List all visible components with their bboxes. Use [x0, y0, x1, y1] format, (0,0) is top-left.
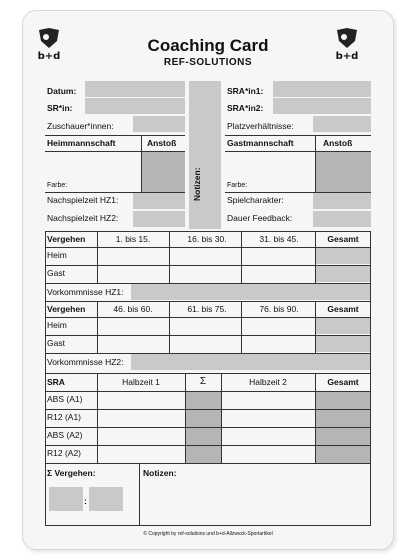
vergehen1-gast-gesamt[interactable]	[315, 266, 371, 282]
shield-logo-icon	[35, 27, 63, 49]
vergehen1-col1: 1. bis 15.	[115, 234, 151, 244]
notizen-bottom-label: Notizen:	[143, 468, 177, 478]
sum-vergehen-label: Σ Vergehen:	[47, 468, 96, 478]
vergehen2-row-heim: Heim	[47, 320, 67, 330]
sum-vergehen-gast-field[interactable]	[89, 487, 123, 511]
sr-label: SR*in:	[47, 103, 73, 113]
heim-label: Heimmannschaft	[47, 138, 116, 148]
anstoss-heim-label: Anstoß	[147, 138, 177, 148]
farbe-heim-label: Farbe:	[47, 182, 68, 189]
zuschauer-field[interactable]	[133, 116, 185, 132]
vergehen1-header: Vergehen	[47, 234, 86, 244]
sra-row-r12-a2: R12 (A2)	[47, 448, 82, 458]
vergehen1-heim-gesamt[interactable]	[315, 248, 371, 264]
coaching-card	[22, 10, 394, 550]
sra-halbzeit2: Halbzeit 2	[249, 377, 287, 387]
vorkommnisse2-field[interactable]	[131, 354, 371, 370]
sr-field[interactable]	[85, 98, 185, 114]
platz-field[interactable]	[313, 116, 371, 132]
vorkommnisse1-field[interactable]	[131, 284, 371, 300]
sum-vergehen-colon: :	[84, 496, 87, 506]
logo-text-left: b+d	[37, 51, 61, 62]
card-title: Coaching Card	[147, 36, 269, 55]
vergehen1-col2: 16. bis 30.	[187, 234, 227, 244]
anstoss-gast-field[interactable]	[315, 152, 371, 192]
bd-logo-left	[35, 27, 63, 63]
notizen-bottom-field[interactable]	[141, 481, 369, 523]
platz-label: Platzverhältnisse:	[227, 121, 294, 131]
vorkommnisse1-label: Vorkommnisse HZ1:	[47, 287, 124, 297]
sum-vergehen-heim-field[interactable]	[49, 487, 83, 511]
farbe-gast-label: Farbe:	[227, 182, 248, 189]
copyright-footer: © Copyright by ref-solutions und b+d-Allzweck-Sportartikel	[143, 531, 273, 537]
nachspiel2-field[interactable]	[133, 211, 185, 227]
nachspiel1-field[interactable]	[133, 193, 185, 209]
vergehen1-row-gast: Gast	[47, 268, 65, 278]
anstoss-gast-label: Anstoß	[323, 138, 353, 148]
nachspiel2-label: Nachspielzeit HZ2:	[47, 213, 119, 223]
vergehen1-row-heim: Heim	[47, 250, 67, 260]
datum-field[interactable]	[85, 81, 185, 97]
vergehen2-gast-gesamt[interactable]	[315, 336, 371, 352]
sra1-field[interactable]	[273, 81, 371, 97]
dauer-field[interactable]	[313, 211, 371, 227]
sra-header: SRA	[47, 377, 65, 387]
gast-label: Gastmannschaft	[227, 138, 294, 148]
logo-text-right: b+d	[335, 51, 359, 62]
shield-logo-icon	[333, 27, 361, 49]
nachspiel1-label: Nachspielzeit HZ1:	[47, 195, 119, 205]
vergehen2-heim-gesamt[interactable]	[315, 318, 371, 334]
spielcharakter-field[interactable]	[313, 193, 371, 209]
sra-sigma: Σ	[199, 376, 207, 387]
notizen-vertical-label: Notizen:	[192, 167, 202, 201]
vergehen1-gesamt: Gesamt	[327, 234, 359, 244]
vergehen2-col2: 61. bis 75.	[187, 304, 227, 314]
datum-label: Datum:	[47, 86, 77, 96]
card-subtitle: REF-SOLUTIONS	[163, 57, 253, 68]
vergehen2-header: Vergehen	[47, 304, 86, 314]
anstoss-heim-field[interactable]	[141, 152, 185, 192]
zuschauer-label: Zuschauer*innen:	[47, 121, 114, 131]
dauer-label: Dauer Feedback:	[227, 213, 293, 223]
spielcharakter-label: Spielcharakter:	[227, 195, 284, 205]
sra-halbzeit1: Halbzeit 1	[122, 377, 160, 387]
vorkommnisse2-label: Vorkommnisse HZ2:	[47, 357, 124, 367]
vergehen2-gesamt: Gesamt	[327, 304, 359, 314]
sra1-label: SRA*in1:	[227, 86, 264, 96]
vergehen2-col1: 46. bis 60.	[113, 304, 153, 314]
sra-row-abs-a2: ABS (A2)	[47, 430, 83, 440]
sra2-field[interactable]	[273, 98, 371, 114]
notizen-column[interactable]	[189, 81, 221, 229]
sra-gesamt: Gesamt	[327, 377, 359, 387]
vergehen2-col3: 76. bis 90.	[259, 304, 299, 314]
bd-logo-right	[333, 27, 361, 63]
sra-row-r12-a1: R12 (A1)	[47, 412, 82, 422]
vergehen2-row-gast: Gast	[47, 338, 65, 348]
sra-row-abs-a1: ABS (A1)	[47, 394, 83, 404]
sra2-label: SRA*in2:	[227, 103, 264, 113]
vergehen1-col3: 31. bis 45.	[259, 234, 299, 244]
